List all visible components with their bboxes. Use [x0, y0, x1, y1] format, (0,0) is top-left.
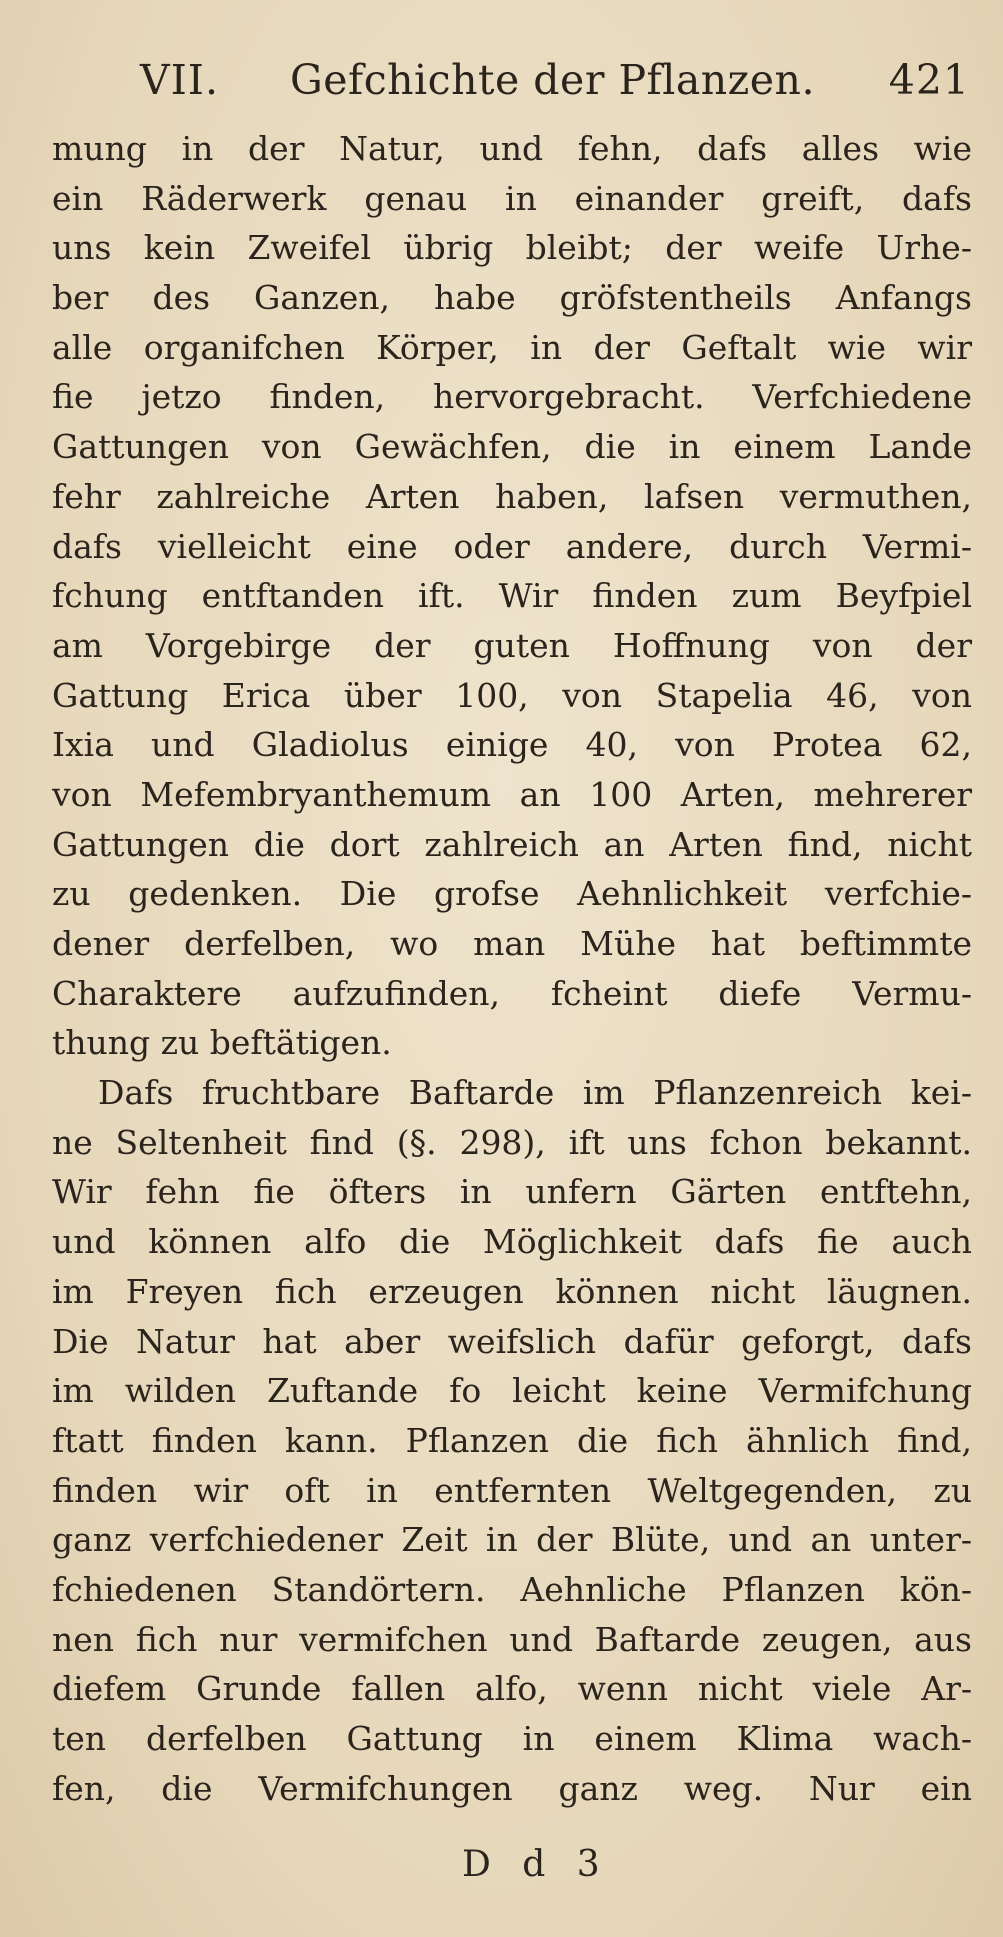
text-line: im wilden Zuftande fo leicht keine Vermifchung — [52, 1371, 972, 1411]
text-line: Ixia und Gladiolus einige 40, von Protea 62, — [52, 725, 972, 765]
text-line: und können alfo die Möglichkeit dafs fie auch — [52, 1222, 972, 1262]
text-line: Gattungen die dort zahlreich an Arten find, nicht — [52, 824, 972, 864]
text-line: alle organifchen Körper, in der Geftalt wie wir — [52, 327, 972, 367]
body-text — [52, 124, 972, 1813]
text-line: Charaktere aufzufinden, fcheint diefe Vermu- — [52, 973, 972, 1013]
text-line: uns kein Zweifel übrig bleibt; der weife Urhe- — [52, 228, 972, 268]
text-line: mung in der Natur, und fehn, dafs alles wie — [52, 129, 972, 168]
text-line: zu gedenken. Die grofse Aehnlichkeit verfchie- — [52, 874, 972, 914]
text-line: finden wir oft in entfernten Weltgegenden, zu — [52, 1470, 972, 1510]
paragraph-2 — [52, 1068, 972, 1813]
text-line: fie jetzo finden, hervorgebracht. Verfchiedene — [52, 377, 972, 417]
text-line: fchiedenen Standörtern. Aehnliche Pflanzen kön- — [52, 1569, 972, 1609]
page-number: 421 — [888, 56, 970, 104]
running-header — [140, 50, 970, 110]
text-line: ganz verfchiedener Zeit in der Blüte, und an unter- — [52, 1520, 972, 1560]
text-line: am Vorgebirge der guten Hoffnung von der — [52, 625, 972, 665]
text-line: fen, die Vermifchungen ganz weg. Nur ein — [52, 1768, 972, 1808]
text-line: Wir fehn fie öfters in unfern Gärten entftehn, — [52, 1172, 972, 1212]
running-title: Gefchichte der Pflanzen. — [290, 56, 815, 104]
text-line: fehr zahlreiche Arten haben, lafsen vermuthen, — [52, 476, 972, 516]
text-line: ein Räderwerk genau in einander greift, dafs — [52, 178, 972, 218]
paragraph-1 — [52, 124, 972, 1068]
text-line: fchung entftanden ift. Wir finden zum Beyfpiel — [52, 576, 972, 616]
text-line: thung zu beftätigen. — [52, 1023, 392, 1063]
text-line: dener derfelben, wo man Mühe hat beftimmte — [52, 924, 972, 963]
text-line: dafs vielleicht eine oder andere, durch Vermi- — [52, 526, 972, 566]
text-line: von Mefembryanthemum an 100 Arten, mehrerer — [52, 774, 972, 814]
text-line: ber des Ganzen, habe gröfstentheils Anfangs — [52, 278, 972, 318]
text-line: Dafs fruchtbare Baftarde im Pflanzenreich kei- — [98, 1073, 972, 1113]
text-line: ne Seltenheit find (§. 298), ift uns fchon bekannt. — [52, 1122, 972, 1162]
text-line: ftatt finden kann. Pflanzen die fich ähnlich find, — [52, 1420, 972, 1460]
text-line: nen fich nur vermifchen und Baftarde zeugen, aus — [52, 1619, 972, 1659]
signature-mark: D d 3 — [462, 1844, 610, 1885]
text-line: Gattung Erica über 100, von Stapelia 46, von — [52, 675, 972, 715]
text-line: ten derfelben Gattung in einem Klima wach- — [52, 1719, 972, 1758]
text-line: Gattungen von Gewächfen, die in einem Lande — [52, 427, 972, 467]
text-line: im Freyen fich erzeugen können nicht läugnen. — [52, 1271, 972, 1311]
text-line: diefem Grunde fallen alfo, wenn nicht viele Ar- — [52, 1669, 972, 1709]
text-line: Die Natur hat aber weifslich dafür geforgt, dafs — [52, 1321, 972, 1361]
chapter-number: VII. — [140, 56, 220, 104]
